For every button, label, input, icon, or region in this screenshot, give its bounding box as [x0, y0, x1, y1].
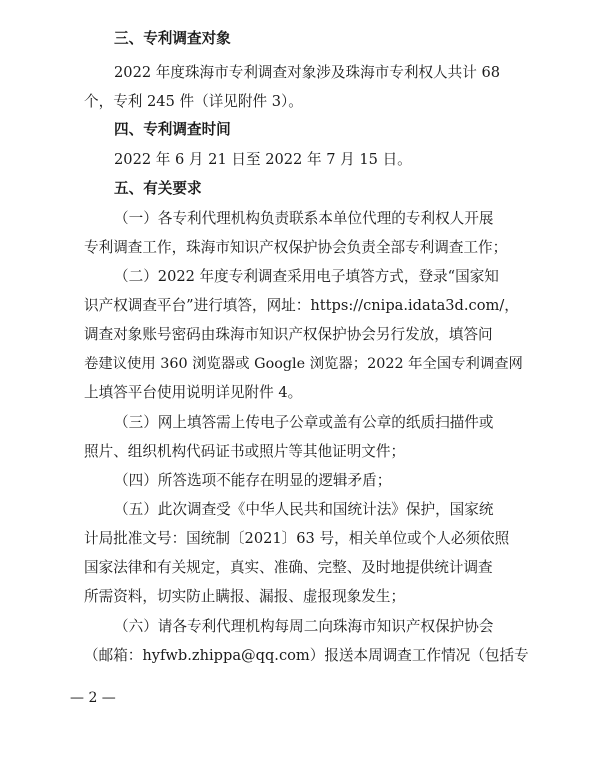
paragraph-line: 调查对象账号密码由珠海市知识产权保护协会另行发放，填答问 [84, 326, 493, 343]
paragraph-line: 卷建议使用 360 浏览器或 Google 浏览器；2022 年全国专利调查网 [84, 356, 523, 372]
section-heading-requirements: 五、有关要求 [114, 180, 202, 197]
paragraph-line: 专利调查工作，珠海市知识产权保护协会负责全部专利调查工作； [84, 239, 508, 256]
paragraph-line-with-email: （邮箱：hyfwb.zhippa@qq.com）报送本周调查工作情况（包括专 [84, 647, 529, 664]
page-number: — 2 — [70, 690, 116, 706]
paragraph-line: 个，专利 245 件（详见附件 3）。 [84, 93, 303, 110]
paragraph-line: 2022 年 6 月 21 日至 2022 年 7 月 15 日。 [114, 151, 412, 168]
paragraph-line: 上填答平台使用说明详见附件 4。 [84, 384, 303, 401]
paragraph-line: 2022 年度珠海市专利调查对象涉及珠海市专利权人共计 68 [114, 64, 501, 81]
paragraph-line-with-url: 识产权调查平台”进行填答，网址：https://cnipa.idata3d.com/， [84, 297, 519, 314]
paragraph-line: （三）网上填答需上传电子公章或盖有公章的纸质扫描件或 [114, 414, 494, 431]
paragraph-line: 照片、组织机构代码证书或照片等其他证明文件； [84, 443, 406, 460]
section-heading-survey-time: 四、专利调查时间 [114, 121, 231, 138]
section-heading-survey-objects: 三、专利调查对象 [114, 30, 231, 47]
paragraph-line: （六）请各专利代理机构每周二向珠海市知识产权保护协会 [114, 618, 494, 635]
paragraph-line: 国家法律和有关规定，真实、准确、完整、及时地提供统计调查 [84, 559, 493, 576]
paragraph-line: （五）此次调查受《中华人民共和国统计法》保护，国家统 [114, 501, 494, 518]
paragraph-line: 所需资料，切实防止瞒报、漏报、虚报现象发生； [84, 588, 406, 605]
paragraph-line: （二）2022 年度专利调查采用电子填答方式，登录“国家知 [114, 268, 499, 285]
paragraph-line: （四）所答选项不能存在明显的逻辑矛盾； [114, 472, 392, 489]
paragraph-line: （一）各专利代理机构负责联系本单位代理的专利权人开展 [114, 210, 494, 227]
paragraph-line: 计局批准文号：国统制〔2021〕63 号，相关单位或个人必须依照 [84, 530, 510, 547]
